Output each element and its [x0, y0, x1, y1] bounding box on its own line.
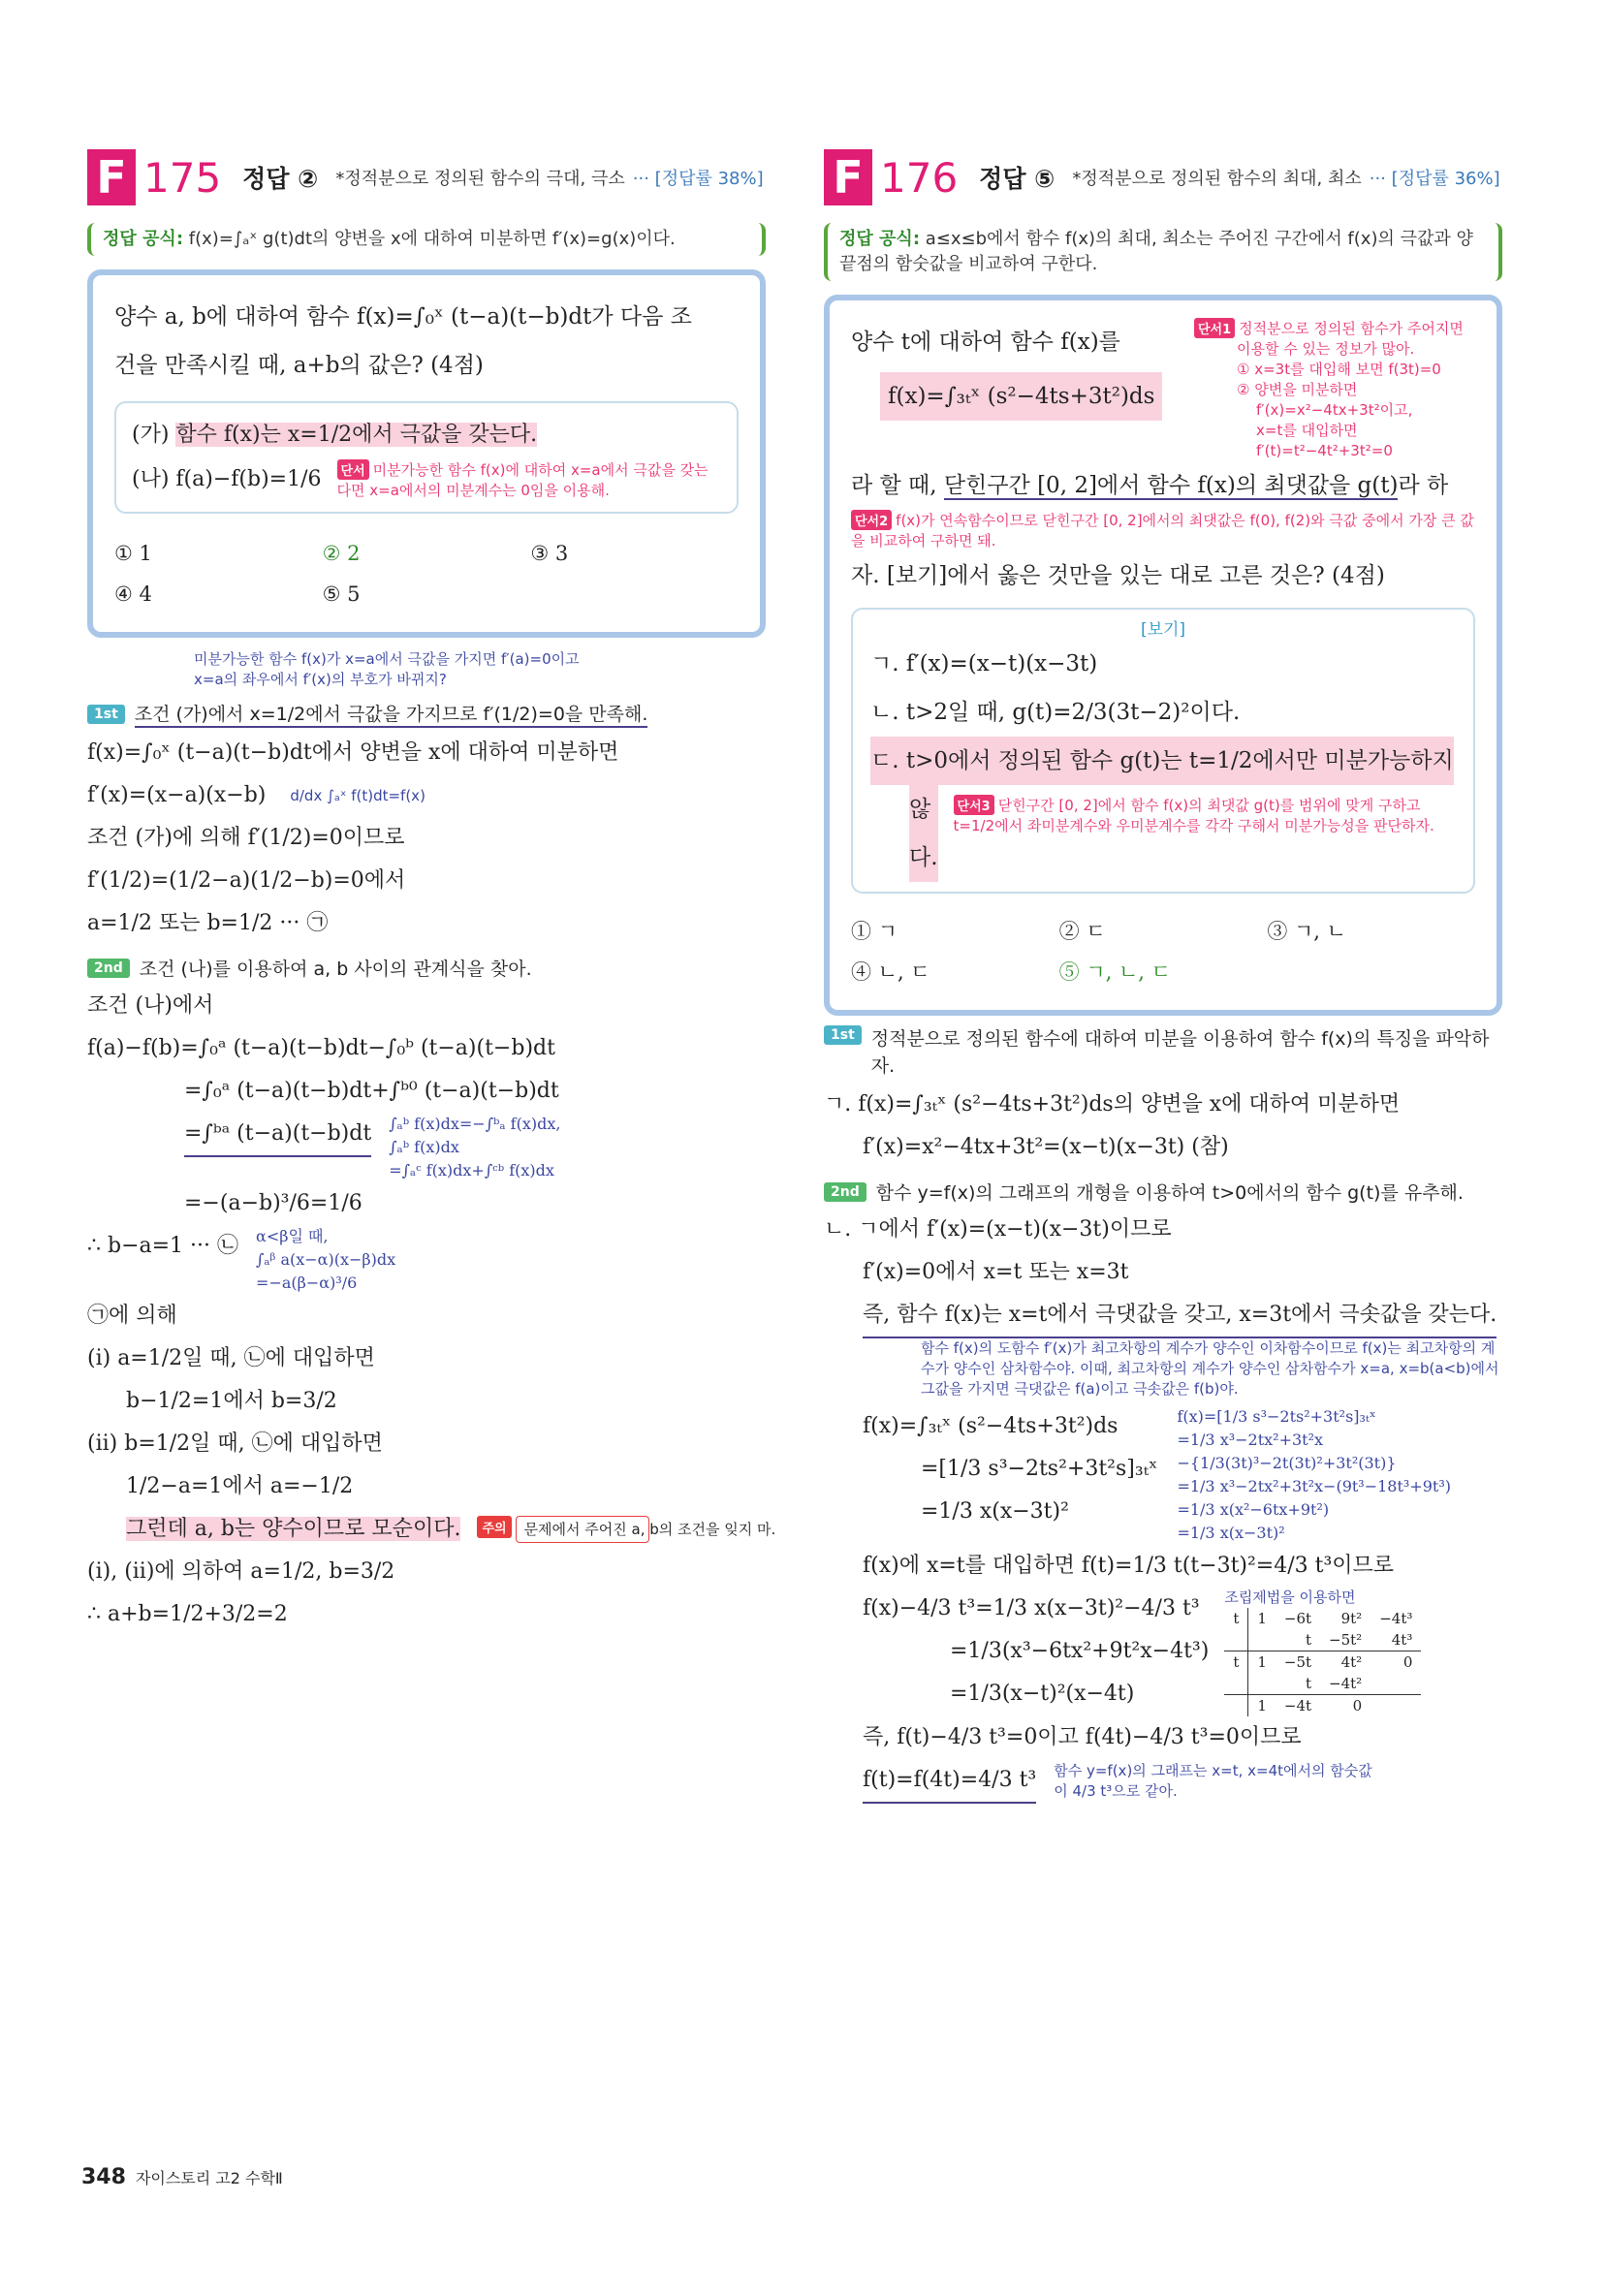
question-line: 건을 만족시킬 때, a+b의 값은? (4점) — [114, 353, 484, 378]
solution-line: f′(1/2)=(1/2−a)(1/2−b)=0에서 — [87, 868, 406, 893]
step-tag: 2nd — [87, 959, 130, 978]
synthetic-division-cell: 0 — [1402, 1653, 1413, 1671]
solution-line: =∫₀ᵃ (t−a)(t−b)dt+∫ᵇ⁰ (t−a)(t−b)dt — [184, 1079, 559, 1103]
synthetic-division-cell: −6t — [1283, 1610, 1312, 1627]
choice-3: ③ ㄱ, ㄴ — [1267, 920, 1346, 943]
synthetic-division-title: 조립제법을 이용하면 — [1224, 1588, 1356, 1606]
solution-line: f′(x)=x²−4tx+3t²=(x−t)(x−3t) (참) — [863, 1135, 1229, 1159]
solution-line: =1/3 x(x−3t)² — [921, 1499, 1069, 1524]
solution-line: f′(x)=0에서 x=t 또는 x=3t — [863, 1260, 1129, 1284]
solution-line: (i), (ii)에 의하여 a=1/2, b=3/2 — [87, 1559, 395, 1584]
question-box — [87, 269, 766, 638]
solution-line: f(x)=∫₃ₜˣ (s²−4ts+3t²)ds — [863, 1414, 1119, 1438]
solution-line: f(t)=f(4t)=4/3 t³ 함수 y=f(x)의 그래프는 x=t, x=4t에서의 함숫값이 4/3 t³으로 같아. — [863, 1759, 1502, 1804]
answer-formula — [87, 223, 766, 256]
caution-note: 주의 문제에서 주어진 a, b의 조건을 잊지 마. — [477, 1516, 648, 1543]
synthetic-division-cell — [1371, 1695, 1421, 1717]
hint-note: 미분가능한 함수 f(x)가 x=a에서 극값을 가지면 f′(a)=0이고 x=a의 좌우에서 f′(x)의 부호가 바뀌지? — [194, 650, 580, 688]
condition-box — [114, 401, 739, 514]
condition-na: (나) f(a)−f(b)=1/6 단서 미분가능한 함수 f(x)에 대하여 x=a에서 극값을 갖는다면 x=a에서의 미분계수는 0임을 이용해. — [132, 457, 721, 502]
question-line: 양수 t에 대하여 함수 f(x)를 — [851, 330, 1120, 355]
solution-line: f(x)=∫₀ˣ (t−a)(t−b)dt에서 양변을 x에 대하여 미분하면 — [87, 740, 619, 765]
bogi-item: ㄷ. t>0에서 정의된 함수 g(t)는 t=1/2에서만 미분가능하지 — [870, 737, 1454, 785]
formula-text: a≤x≤b에서 함수 f(x)의 최대, 최소는 주어진 구간에서 f(x)의 극값과 양 끝점의 함숫값을 비교하여 구한다. — [839, 229, 1473, 274]
synthetic-division-cell: 4t³ — [1371, 1629, 1421, 1651]
bogi-item: 않다. — [909, 785, 938, 882]
caution-tag: 주의 — [477, 1516, 511, 1538]
formula-label: 정답 공식: — [103, 229, 184, 249]
choice-2: ② 2 — [322, 542, 361, 565]
synthetic-division-cell: −5t² — [1320, 1629, 1371, 1651]
choice-5: ⑤ 5 — [322, 582, 361, 606]
synthetic-division-cell: t — [1224, 1608, 1248, 1629]
step-2: 2nd 조건 (나)를 이용하여 a, b 사이의 관계식을 찾아. — [87, 955, 766, 981]
book-title: 자이스토리 고2 수학Ⅱ — [135, 2169, 283, 2187]
solution-line: ∴ b−a=1 ··· ㉡ α<β일 때, ∫ₐᵝ a(x−α)(x−β)dx =−a(β−α)³/6 — [87, 1225, 766, 1295]
solution-line: 조건 (가)에 의해 f′(1/2)=0이므로 — [87, 826, 405, 850]
dan2-note: 단서2 f(x)가 연속함수이므로 닫힌구간 [0, 2]에서의 최댓값은 f(0), f(2)와 극값 중에서 가장 큰 값을 비교하여 구하면 돼. — [851, 512, 1474, 550]
synthetic-division-cell: 1 — [1257, 1653, 1267, 1671]
problem-175 — [87, 145, 776, 1636]
problem-176 — [824, 145, 1502, 1804]
solution-line: ㄴ. ㄱ에서 f′(x)=(x−t)(x−3t)이므로 — [824, 1217, 1172, 1242]
solution-line: =1/3(x³−6tx²+9t²x−4t³) — [950, 1639, 1210, 1663]
solution-line: 즉, 함수 f(x)는 x=t에서 극댓값을 갖고, x=3t에서 극솟값을 갖는다. — [863, 1294, 1497, 1338]
answer-label: 정답 ② — [242, 165, 319, 193]
synthetic-division-cell: 0 — [1352, 1697, 1363, 1714]
choice-1: ① 1 — [114, 542, 152, 565]
problem-number: 175 — [143, 153, 222, 202]
question-line: 라 할 때, 닫힌구간 [0, 2]에서 함수 f(x)의 최댓값을 g(t)라 하 — [851, 473, 1449, 498]
topic-label: *정적분으로 정의된 함수의 극대, 극소 — [335, 169, 625, 189]
solution-line: f(x)에 x=t를 대입하면 f(t)=1/3 t(t−3t)²=4/3 t³이므로 — [863, 1554, 1395, 1578]
side-note: α<β일 때, ∫ₐᵝ a(x−α)(x−β)dx =−a(β−α)³/6 — [256, 1227, 396, 1292]
problem-number: 176 — [880, 153, 959, 202]
solution-line: =−(a−b)³/6=1/6 — [184, 1191, 362, 1215]
synthetic-division-cell: 1 — [1257, 1610, 1267, 1627]
dan-tag: 단서3 — [954, 795, 994, 815]
dan-tag: 단서2 — [851, 510, 892, 530]
solution-line: 즉, f(t)−4/3 t³=0이고 f(4t)−4/3 t³=0이므로 — [863, 1725, 1302, 1749]
choice-3: ③ 3 — [530, 542, 569, 565]
solution-line: ㄱ. f(x)=∫₃ₜˣ (s²−4ts+3t²)ds의 양변을 x에 대하여 미분하면 — [824, 1092, 1401, 1117]
solution-line: ㉠에 의해 — [87, 1304, 177, 1328]
solution-line: 조건 (나)에서 — [87, 993, 214, 1018]
choice-list — [114, 533, 739, 614]
step-1: 1st 조건 (가)에서 x=1/2에서 극값을 가지므로 f′(1/2)=0을 만족해. — [87, 700, 766, 728]
bogi-item: ㄱ. f′(x)=(x−t)(x−3t) — [870, 651, 1098, 676]
bogi-box — [851, 608, 1475, 894]
correct-rate: ··· [정답률 38%] — [632, 169, 764, 189]
synthetic-division-row — [1224, 1608, 1421, 1629]
synthetic-division-table — [1224, 1608, 1421, 1716]
page-number: 348 — [81, 2165, 126, 2189]
bogi-item: ㄴ. t>2일 때, g(t)=2/3(3t−2)²이다. — [870, 700, 1241, 725]
solution-line: =[1/3 s³−2ts²+3t²s]₃ₜˣ — [921, 1457, 1158, 1481]
solution-line: f(x)−4/3 t³=1/3 x(x−3t)²−4/3 t³ — [863, 1596, 1200, 1620]
side-note: 함수 y=f(x)의 그래프는 x=t, x=4t에서의 함숫값이 4/3 t³으로 같아. — [1054, 1762, 1372, 1800]
solution-line: ∴ a+b=1/2+3/2=2 — [87, 1602, 288, 1626]
synthetic-division-cell: t — [1276, 1629, 1320, 1651]
formula-text: f(x)=∫ₐˣ g(t)dt의 양변을 x에 대하여 미분하면 f′(x)=g(x)이다. — [183, 229, 676, 249]
synthetic-division-cell — [1224, 1629, 1248, 1651]
solution-line: (ii) b=1/2일 때, ㉡에 대입하면 — [87, 1431, 383, 1456]
synthetic-division-cell — [1224, 1695, 1248, 1717]
step-2: 2nd 함수 y=f(x)의 그래프의 개형을 이용하여 t>0에서의 함수 g(t)를 유추해. — [824, 1179, 1502, 1205]
question-formula: f(x)=∫₃ₜˣ (s²−4ts+3t²)ds — [880, 372, 1162, 421]
correct-rate: ··· [정답률 36%] — [1369, 169, 1500, 189]
synthetic-division-row — [1224, 1695, 1421, 1717]
condition-ga: (가) 함수 f(x)는 x=1/2에서 극값을 갖는다. — [132, 423, 538, 447]
synthetic-division-row — [1224, 1651, 1421, 1674]
solution-line: b−1/2=1에서 b=3/2 — [126, 1389, 337, 1413]
solution-line: 1/2−a=1에서 a=−1/2 — [126, 1474, 354, 1498]
synthetic-division — [1224, 1588, 1421, 1716]
solution-line: =1/3(x−t)²(x−4t) — [950, 1682, 1135, 1706]
page-footer — [81, 2165, 283, 2189]
synthetic-division-row — [1224, 1629, 1421, 1651]
synthetic-division-cell: 9t² — [1340, 1610, 1363, 1627]
synthetic-division-cell — [1248, 1673, 1276, 1695]
question-box — [824, 295, 1502, 1016]
dan3-note: 단서3 닫힌구간 [0, 2]에서 함수 f(x)의 최댓값 g(t)를 범위에 맞게 구하고 t=1/2에서 좌미분계수와 우미분계수를 각각 구해서 미분가능성을 판단하자. — [953, 797, 1434, 834]
step-tag: 2nd — [824, 1182, 867, 1202]
choice-5: ⑤ ㄱ, ㄴ, ㄷ — [1058, 960, 1171, 984]
solution-line: a=1/2 또는 b=1/2 ··· ㉠ — [87, 911, 329, 935]
choice-4: ④ ㄴ, ㄷ — [851, 960, 930, 984]
formula-label: 정답 공식: — [839, 229, 921, 249]
step-tag: 1st — [87, 705, 125, 724]
solution-line: f(a)−f(b)=∫₀ᵃ (t−a)(t−b)dt−∫₀ᵇ (t−a)(t−b)dt — [87, 1036, 555, 1060]
synthetic-division-cell — [1224, 1673, 1248, 1695]
section-badge: F — [87, 149, 136, 205]
synthetic-division-cell: −4t² — [1320, 1673, 1371, 1695]
solution-line: (i) a=1/2일 때, ㉡에 대입하면 — [87, 1346, 375, 1370]
synthetic-division-cell: −4t³ — [1379, 1610, 1413, 1627]
synthetic-division-cell: 1 — [1257, 1697, 1267, 1714]
choice-2: ② ㄷ — [1058, 920, 1106, 943]
answer-formula — [824, 223, 1502, 281]
step-1: 1st 정적분으로 정의된 함수에 대하여 미분을 이용하여 함수 f(x)의 특징을 파악하자. — [824, 1025, 1502, 1080]
synthetic-division-cell — [1371, 1673, 1421, 1695]
choice-4: ④ 4 — [114, 582, 152, 606]
solution-line: f′(x)=(x−a)(x−b) d/dx ∫ₐˣ f(t)dt=f(x) — [87, 783, 425, 807]
bogi-title: [보기] — [1140, 620, 1186, 640]
side-note: f(x)=[1/3 s³−2ts²+3t²s]₃ₜˣ =1/3 x³−2tx²+3t²x −{1/3(3t)³−2t(3t)²+3t²(3t)} =1/3 x³−2tx²+3t²x−(9t³−18t³+9t³) =1/3 x(x²−6tx+9t²) =1/3 x(x−3t)² — [1177, 1407, 1451, 1542]
solution-line: =∫ᵇᵃ (t−a)(t−b)dt ∫ₐᵇ f(x)dx=−∫ᵇₐ f(x)dx, ∫ₐᵇ f(x)dx =∫ₐᶜ f(x)dx+∫ᶜᵇ f(x)dx — [184, 1113, 766, 1182]
problem-175-header — [87, 145, 766, 209]
choice-1: ① ㄱ — [851, 920, 898, 943]
graph-note: 함수 f(x)의 도함수 f′(x)가 최고차항의 계수가 양수인 이차함수이므로 f(x)는 최고차항의 계수가 양수인 삼차함수야. 이때, 최고차항의 계수가 양수인 삼차함수가 x=a, x=b(a<b)에서 그값을 가지면 극댓값은 f(a)이고 극솟값은 f(b)야. — [921, 1339, 1499, 1398]
synthetic-division-cell: −4t — [1283, 1697, 1312, 1714]
synthetic-division-cell: 4t² — [1340, 1653, 1363, 1671]
side-note: d/dx ∫ₐˣ f(t)dt=f(x) — [290, 786, 425, 804]
section-badge: F — [824, 149, 872, 205]
synthetic-division-cell: t — [1224, 1651, 1248, 1674]
dan-tag: 단서1 — [1194, 318, 1235, 338]
answer-label: 정답 ⑤ — [979, 165, 1056, 193]
synthetic-division-cell: t — [1276, 1673, 1320, 1695]
question-line: 양수 a, b에 대하여 함수 f(x)=∫₀ˣ (t−a)(t−b)dt가 다음 조 — [114, 304, 692, 330]
problem-176-header — [824, 145, 1502, 209]
topic-label: *정적분으로 정의된 함수의 최대, 최소 — [1072, 169, 1362, 189]
dan1-note: 단서1 정적분으로 정의된 함수가 주어지면 이용할 수 있는 정보가 많아. ① x=3t를 대입해 보면 f(3t)=0 ② 양변을 미분하면 f′(x)=x²−4tx+3t²이고, x=t를 대입하면 f′(t)=t²−4t²+3t²=0 — [1194, 318, 1475, 461]
step-tag: 1st — [824, 1025, 862, 1045]
question-line: 자. [보기]에서 옳은 것만을 있는 대로 고른 것은? (4점) — [851, 563, 1385, 588]
synthetic-division-cell: −5t — [1283, 1653, 1312, 1671]
dan-note: 단서 미분가능한 함수 f(x)에 대하여 x=a에서 극값을 갖는다면 x=a에서의 미분계수는 0임을 이용해. — [336, 460, 709, 499]
dan-tag: 단서 — [337, 459, 369, 480]
synthetic-division-cell — [1248, 1629, 1276, 1651]
choice-list — [851, 911, 1475, 992]
solution-line: 그런데 a, b는 양수이므로 모순이다. 주의 문제에서 주어진 a, b의 조건을 잊지 마. — [126, 1517, 776, 1541]
side-note: ∫ₐᵇ f(x)dx=−∫ᵇₐ f(x)dx, ∫ₐᵇ f(x)dx =∫ₐᶜ f(x)dx+∫ᶜᵇ f(x)dx — [389, 1115, 561, 1179]
synthetic-division-row — [1224, 1673, 1421, 1695]
